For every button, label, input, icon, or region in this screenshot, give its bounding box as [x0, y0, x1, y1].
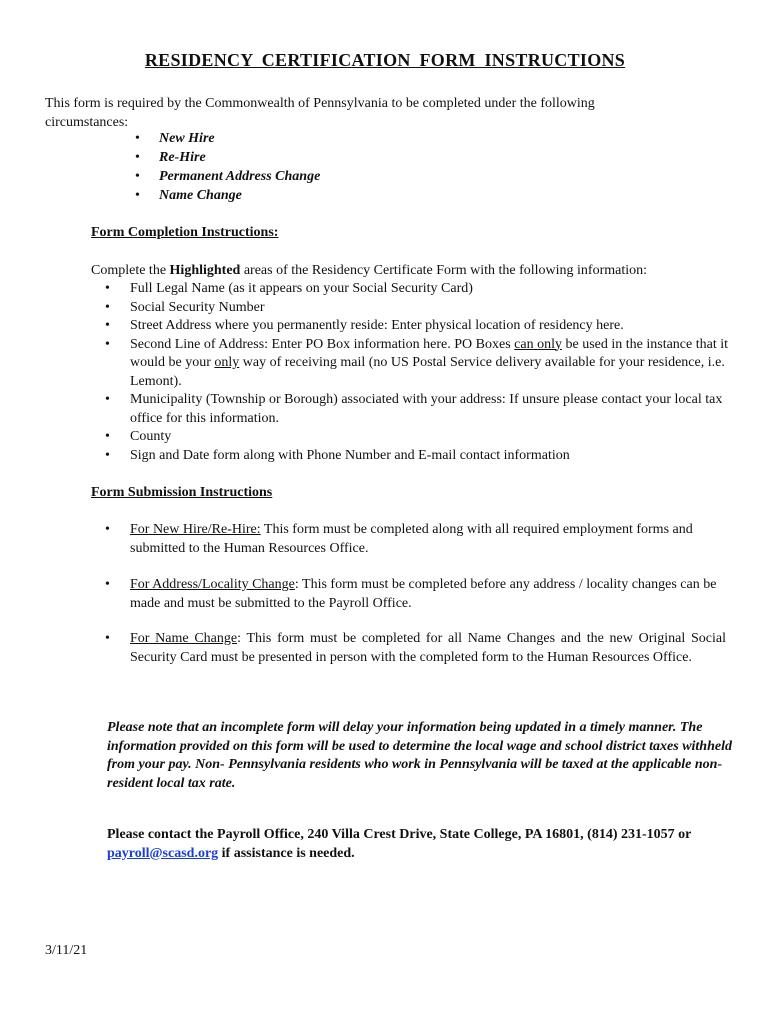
completion-heading: Form Completion Instructions:	[91, 225, 279, 240]
list-item	[105, 447, 730, 466]
submission-text	[130, 576, 726, 613]
list-item	[105, 336, 730, 392]
bullet-icon: •	[105, 429, 110, 444]
contact-text: Please contact the Payroll Office, 240 Villa Crest Drive, State College, PA 16801, (814) 231-1057 or	[107, 827, 692, 842]
submission-item-new-hire	[105, 521, 726, 558]
submission-text	[130, 630, 726, 667]
circumstances-list	[135, 130, 320, 206]
completion-intro-text-end: areas of the Residency Certificate Form with the following information:	[240, 263, 648, 278]
underlined-text: can only	[514, 336, 562, 352]
completion-intro-text: Complete the	[91, 263, 170, 278]
highlighted-term: Highlighted	[169, 263, 241, 278]
submission-label: For Address/Locality Change	[130, 577, 295, 592]
bullet-icon: •	[105, 392, 110, 407]
contact-text-end: if assistance is needed.	[218, 845, 355, 861]
list-item	[105, 317, 730, 336]
text-part: way of receiving mail (no US Postal Service delivery available for your residence, i.e. Lemont).	[130, 355, 725, 389]
revision-date: 3/11/21	[45, 943, 88, 958]
list-item	[105, 391, 730, 428]
list-item	[135, 168, 320, 187]
completion-list	[105, 280, 730, 465]
submission-body: : This form must be completed for all Name Changes and the new Original Social Security Card must be presented in person with the completed form to the Human Resources Office.	[130, 631, 726, 665]
circumstance-address-change: Permanent Address Change	[159, 169, 321, 184]
list-item	[135, 130, 320, 149]
bullet-icon: •	[105, 631, 110, 646]
bullet-icon: •	[135, 169, 140, 184]
bullet-icon: •	[135, 150, 140, 165]
bullet-icon: •	[135, 188, 140, 203]
list-item	[105, 428, 730, 447]
field-legal-name: Full Legal Name (as it appears on your Social Security Card)	[130, 281, 473, 296]
submission-heading: Form Submission Instructions	[91, 485, 273, 500]
bullet-icon: •	[105, 336, 110, 352]
list-item	[105, 280, 730, 299]
field-ssn: Social Security Number	[130, 299, 265, 315]
bullet-icon: •	[105, 577, 110, 592]
submission-item-name-change	[105, 630, 726, 667]
list-item	[135, 187, 320, 206]
circumstance-new-hire: New Hire	[159, 131, 215, 146]
bullet-icon: •	[105, 522, 110, 537]
submission-label: For New Hire/Re-Hire:	[130, 522, 261, 537]
contact-paragraph	[107, 826, 707, 863]
bullet-icon: •	[105, 447, 110, 463]
bullet-icon: •	[105, 299, 110, 315]
bullet-icon: •	[105, 281, 110, 296]
submission-item-address-change	[105, 576, 726, 613]
field-municipality: Municipality (Township or Borough) associated with your address: If unsure please contact your local tax office for this information.	[130, 392, 723, 426]
submission-body: This form must be completed along with all required employment forms and submitted to the Human Resources Office.	[130, 522, 693, 556]
bullet-icon: •	[105, 318, 110, 333]
field-county: County	[130, 429, 172, 444]
field-second-line	[130, 337, 728, 389]
submission-label: For Name Change	[130, 631, 238, 646]
submission-text	[130, 521, 726, 558]
delay-note: Please note that an incomplete form will delay your information being updated in a timely manner. The information provided on this form will be used to determine the local wage and school district taxes withheld from your pay. Non- Pennsylvania residents who work in Pennsylvania will be taxed at the applicable non-resident local tax rate.	[107, 720, 732, 791]
submission-body: : This form must be completed before any address / locality changes can be made and must be submitted to the Payroll Office.	[130, 577, 717, 611]
underlined-text: only	[214, 355, 240, 370]
payroll-email-link[interactable]: payroll@scasd.org	[107, 845, 219, 861]
field-street-address: Street Address where you permanently reside: Enter physical location of residency here.	[130, 318, 624, 333]
page-title: RESIDENCY CERTIFICATION FORM INSTRUCTIONS	[144, 50, 626, 70]
circumstance-name-change: Name Change	[159, 188, 242, 203]
intro-paragraph: This form is required by the Commonwealth of Pennsylvania to be completed under the following circumstances:	[45, 96, 595, 130]
field-sign-date: Sign and Date form along with Phone Number and E-mail contact information	[130, 447, 570, 463]
list-item	[105, 299, 730, 318]
text-part: be used in the instance that it would be your	[130, 336, 729, 370]
text-part: Second Line of Address: Enter PO Box information here. PO Boxes	[130, 336, 515, 352]
circumstance-re-hire: Re-Hire	[159, 150, 206, 165]
bullet-icon: •	[135, 131, 140, 146]
completion-intro	[91, 262, 731, 281]
list-item	[135, 149, 320, 168]
